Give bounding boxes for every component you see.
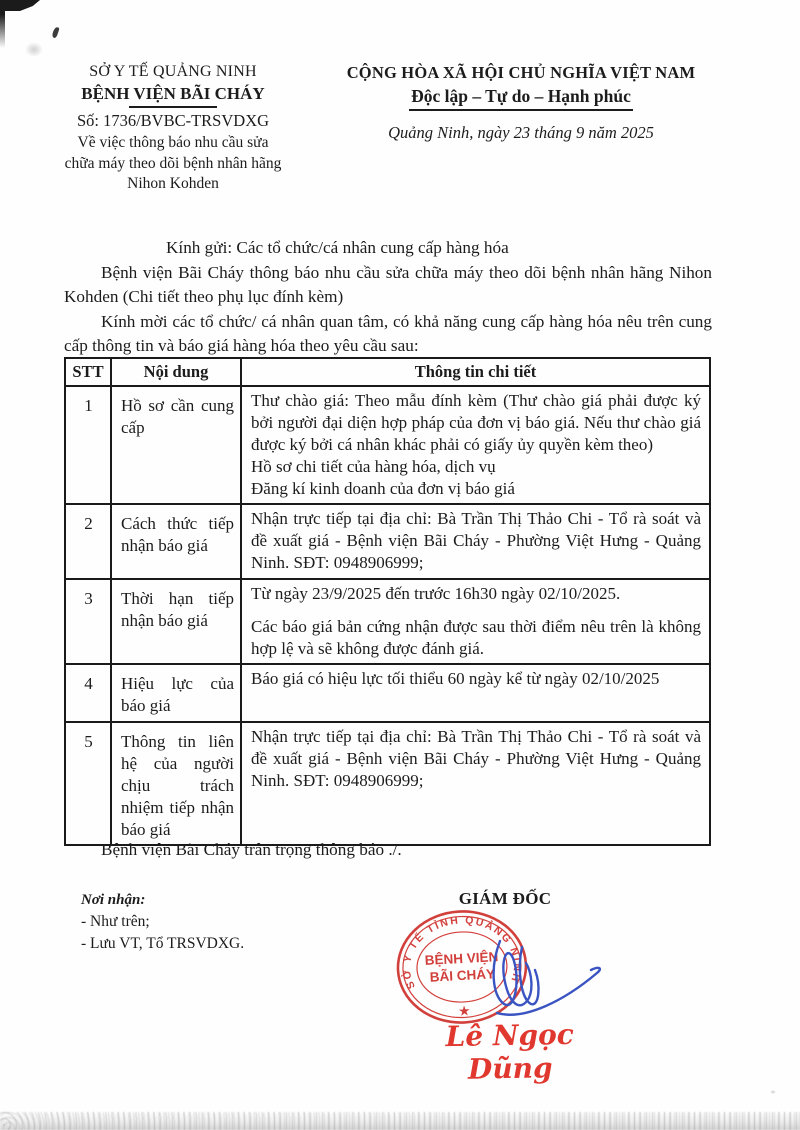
detail-line: Nhận trực tiếp tại địa chỉ: Bà Trần Thị Thảo Chi - Tổ rà soát và đề xuất giá - Bệnh viện Bãi Cháy - Phường Việt Hưng - Quảng Ninh. SĐT: 0948906999; — [251, 727, 701, 790]
doc-subject: Về việc thông báo nhu cầu sửa chữa máy theo dõi bệnh nhân hãng Nihon Kohden — [64, 134, 282, 192]
scan-speck — [51, 26, 59, 38]
detail-line: Nhận trực tiếp tại địa chỉ: Bà Trần Thị Thảo Chi - Tổ rà soát và đề xuất giá - Bệnh viện Bãi Cháy - Phường Việt Hưng - Quảng Ninh. SĐT: 0948906999; — [251, 509, 701, 572]
scan-speck — [770, 1090, 776, 1094]
paragraph-announcement: Bệnh viện Bãi Cháy thông báo nhu cầu sửa chữa máy theo dõi bệnh nhân hãng Nihon Kohden (Chi tiết theo phụ lục đính kèm) — [64, 262, 712, 307]
recipient-item: - Như trên; — [81, 913, 150, 930]
table-header-row — [65, 358, 710, 386]
requirements-table — [64, 357, 711, 846]
row-number: 2 — [65, 504, 111, 579]
table-row — [65, 504, 710, 579]
scan-smudge — [25, 42, 43, 57]
paragraph-invitation: Kính mời các tổ chức/ cá nhân quan tâm, có khả năng cung cấp hàng hóa nêu trên cung cấp thông tin và báo giá hàng hóa theo yêu cầu sau: — [64, 311, 712, 356]
row-number: 5 — [65, 722, 111, 845]
signature-ink — [470, 925, 610, 1027]
row-detail — [241, 664, 710, 722]
letterhead-left — [62, 63, 284, 195]
row-number: 4 — [65, 664, 111, 722]
national-motto: Độc lập – Tự do – Hạnh phúc — [409, 86, 633, 111]
recipients-label: Nơi nhận: — [81, 892, 146, 908]
row-topic: Cách thức tiếp nhận báo giá — [111, 504, 241, 579]
org-underline — [129, 106, 217, 108]
recipient-item: - Lưu VT, Tổ TRSVDXG. — [81, 935, 245, 952]
doc-number: Số: 1736/BVBC-TRSVDXG — [76, 111, 270, 130]
detail-line: Từ ngày 23/9/2025 đến trước 16h30 ngày 02/10/2025. — [251, 584, 621, 603]
row-detail — [241, 579, 710, 664]
detail-line: Các báo giá bản cứng nhận được sau thời điểm nêu trên là không hợp lệ và sẽ không được đánh giá. — [251, 617, 701, 658]
table-row — [65, 579, 710, 664]
row-topic: Thời hạn tiếp nhận báo giá — [111, 579, 241, 664]
stamp-center-line1: BỆNH VIỆN — [424, 949, 499, 968]
row-topic: Thông tin liên hệ của người chịu trách nhiệm tiếp nhận báo giá — [111, 722, 241, 845]
row-number: 1 — [65, 386, 111, 504]
scan-artifact-corner — [0, 0, 40, 11]
detail-line: Hồ sơ chi tiết của hàng hóa, dịch vụ — [251, 457, 496, 476]
place-date-line: Quảng Ninh, ngày 23 tháng 9 năm 2025 — [388, 123, 654, 142]
row-topic: Hồ sơ cần cung cấp — [111, 386, 241, 504]
detail-line: Báo giá có hiệu lực tối thiểu 60 ngày kể từ ngày 02/10/2025 — [251, 669, 660, 688]
body-text — [64, 236, 712, 359]
signer-name: Lê Ngọc Dũng — [445, 1017, 575, 1086]
org-name: BỆNH VIỆN BÃI CHÁY — [81, 84, 265, 103]
national-title: CỘNG HÒA XÃ HỘI CHỦ NGHĨA VIỆT NAM — [346, 63, 696, 82]
detail-line: Đăng kí kinh doanh của đơn vị báo giá — [251, 479, 515, 498]
row-detail — [241, 722, 710, 845]
scan-artifact-edge — [0, 0, 5, 48]
stamp-center-line2: BÃI CHÁY — [429, 966, 496, 985]
table-row — [65, 664, 710, 722]
col-header-stt: STT — [65, 358, 111, 386]
col-header-noi-dung: Nội dung — [111, 358, 241, 386]
closing-line: Bệnh viện Bãi Cháy trân trọng thông báo ./. — [101, 840, 402, 859]
signer-title: GIÁM ĐỐC — [458, 889, 552, 908]
row-number: 3 — [65, 579, 111, 664]
table-row — [65, 386, 710, 504]
row-detail — [241, 386, 710, 504]
recipients-block — [81, 889, 244, 955]
stamp-ring-text: SỞ Y TẾ TỈNH QUẢNG NINH — [400, 914, 524, 991]
detail-line: Thư chào giá: Theo mẫu đính kèm (Thư chào giá phải được ký bởi người đại diện hợp pháp của đơn vị báo giá. Nếu thư chào giá được ký bởi cá nhân khác phải có giấy ủy quyền kèm theo) — [251, 391, 701, 454]
row-topic: Hiệu lực của báo giá — [111, 664, 241, 722]
issuing-department: SỞ Y TẾ QUẢNG NINH — [89, 63, 257, 80]
scan-noise-band — [0, 1112, 800, 1130]
col-header-chi-tiet: Thông tin chi tiết — [241, 358, 710, 386]
letterhead-right — [332, 63, 710, 143]
stamp-star-icon: ★ — [458, 1003, 470, 1019]
salutation: Kính gửi: Các tổ chức/cá nhân cung cấp hàng hóa — [166, 238, 509, 257]
table-row — [65, 722, 710, 845]
row-detail — [241, 504, 710, 579]
